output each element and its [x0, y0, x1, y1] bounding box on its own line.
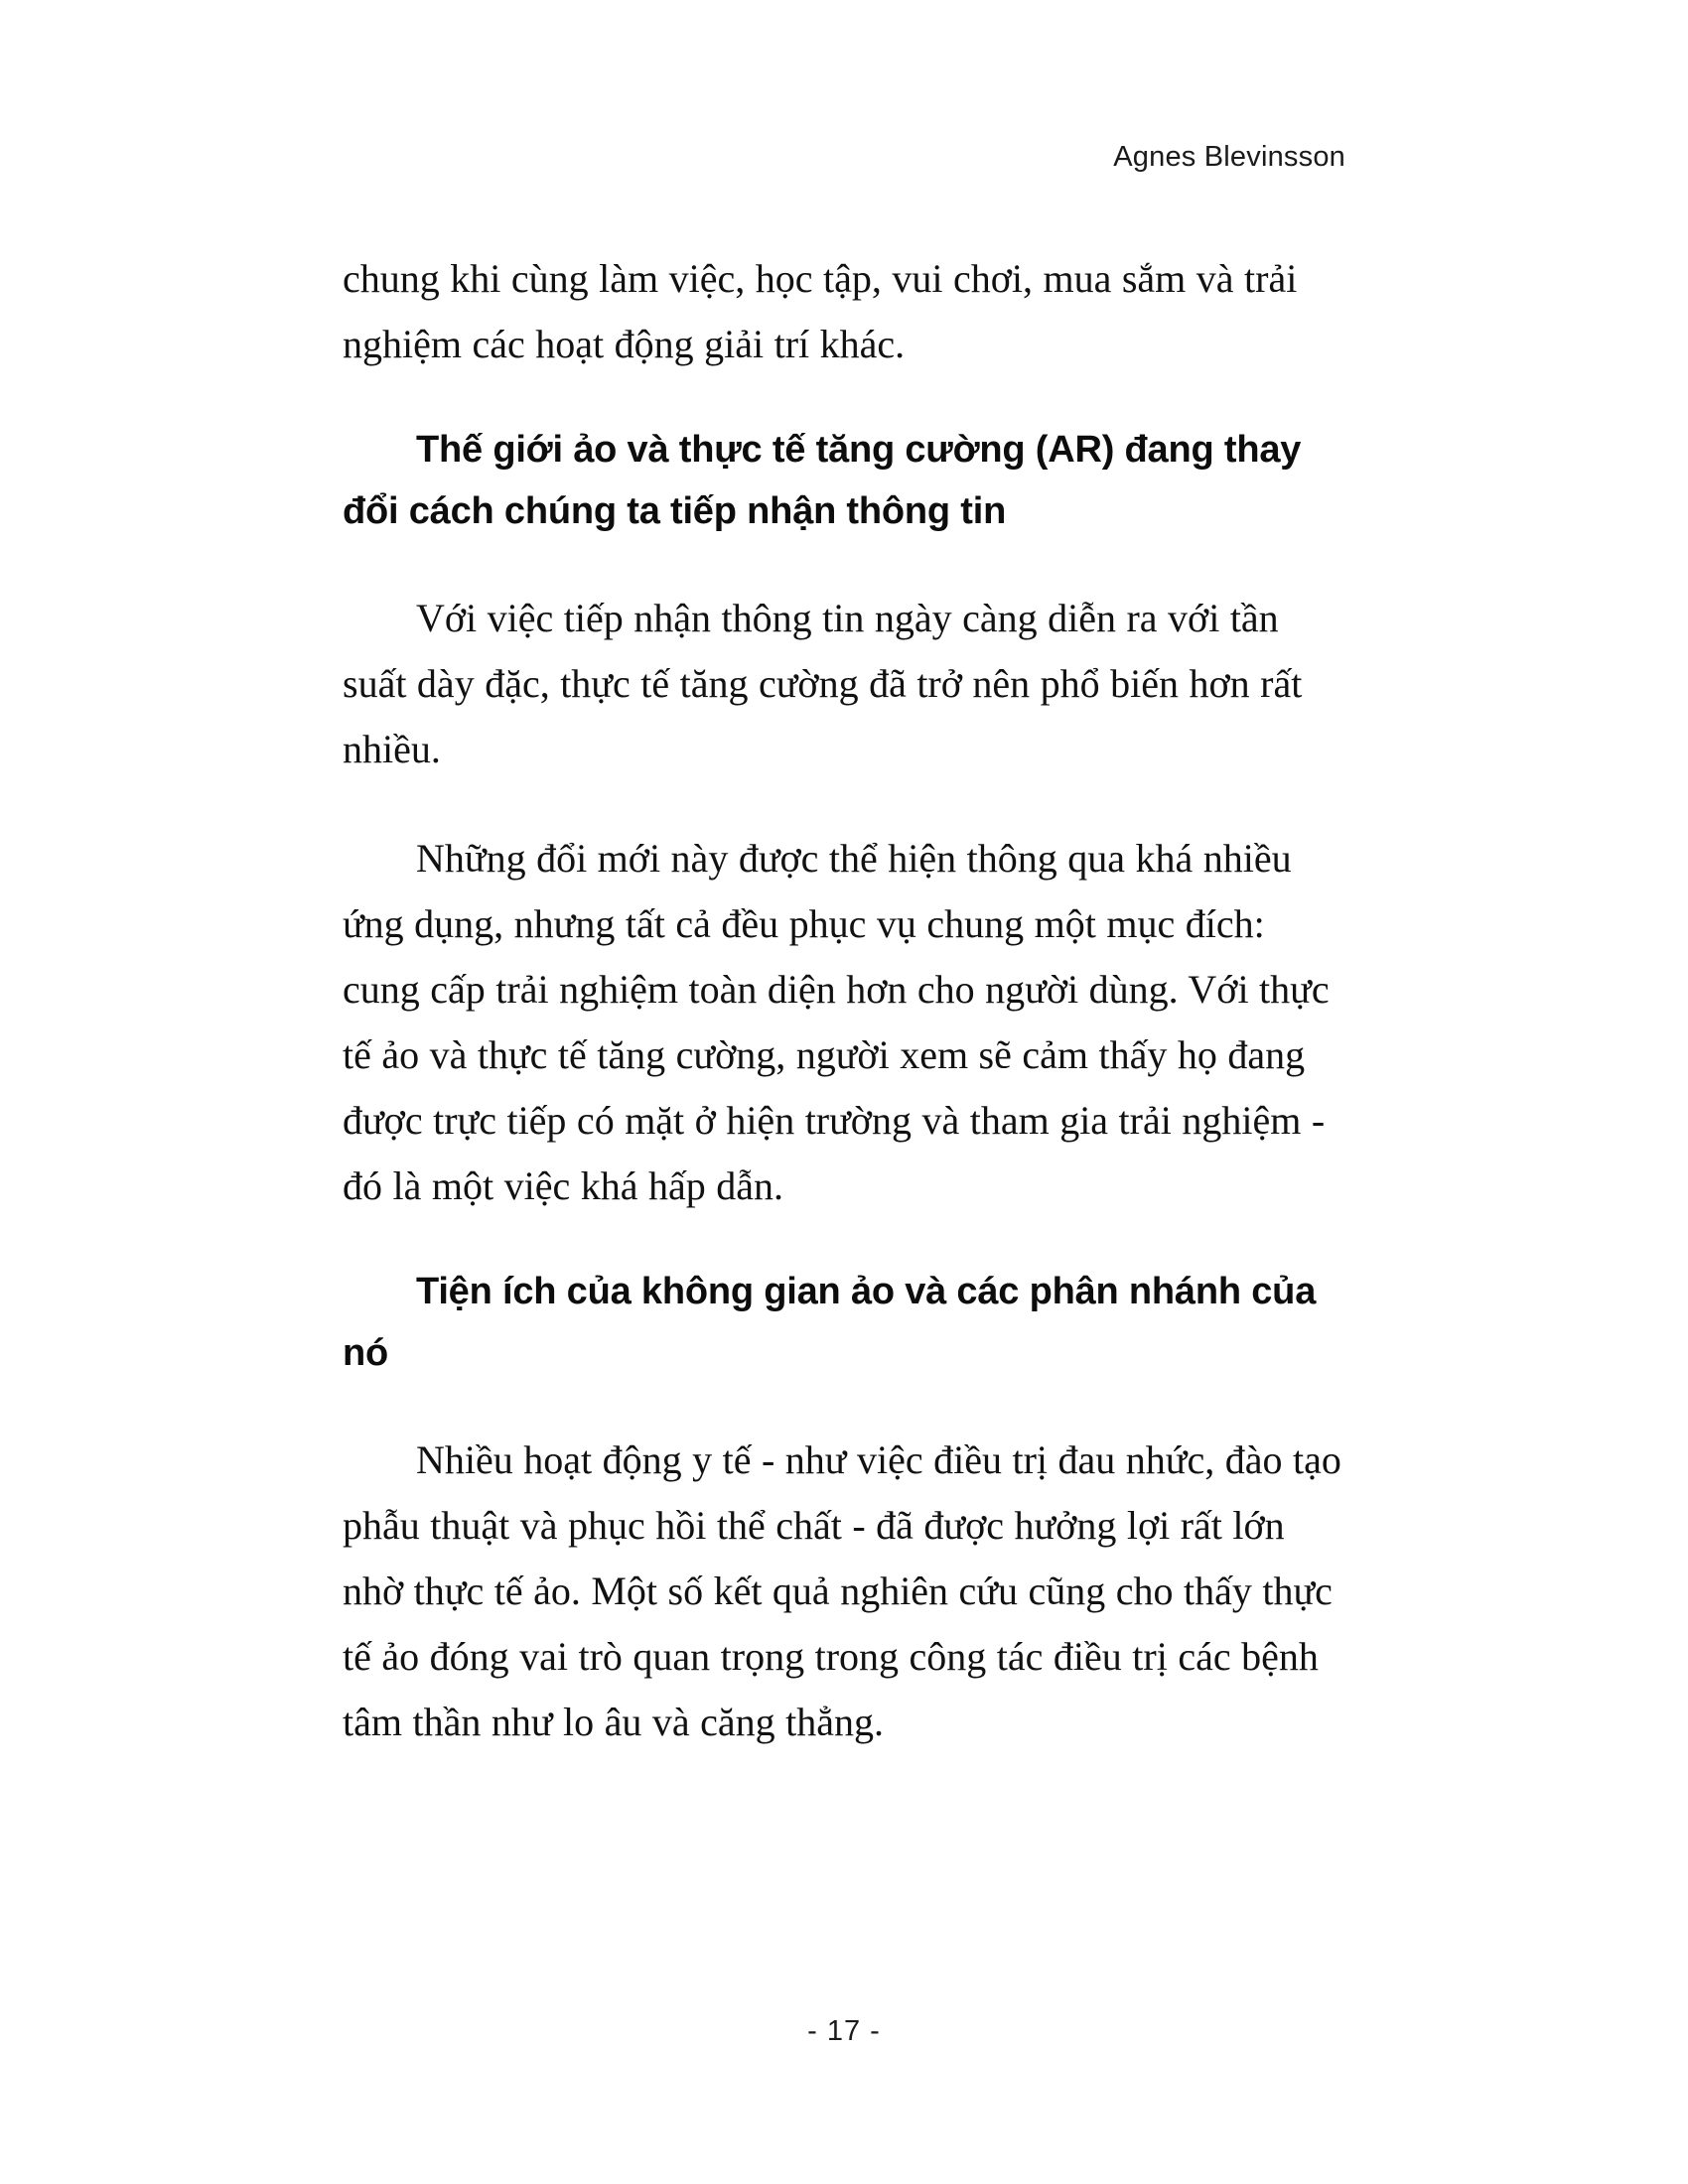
- page-content: [343, 246, 1345, 1755]
- page-number: - 17 -: [807, 2015, 881, 2047]
- subheading-virtual-ar: Thế giới ảo và thực tế tăng cường (AR) đang thay đổi cách chúng ta tiếp nhận thông tin: [343, 429, 1302, 532]
- paragraph-3: Nhiều hoạt động y tế - như việc điều trị đau nhức, đào tạo phẫu thuật và phục hồi thể chất - đã được hưởng lợi rất lớn nhờ thực tế ảo. Một số kết quả nghiên cứu cũng cho thấy thực tế ảo đóng vai trò quan trọng trong công tác điều trị các bệnh tâm thần như lo âu và căng thẳng.: [343, 1437, 1341, 1744]
- running-head-author: Agnes Blevinsson: [1113, 141, 1345, 173]
- subheading-virtual-space-utility: Tiện ích của không gian ảo và các phân nhánh của nó: [343, 1271, 1317, 1374]
- paragraph-continued: chung khi cùng làm việc, học tập, vui chơi, mua sắm và trải nghiệm các hoạt động giải trí khác.: [343, 256, 1298, 366]
- paragraph-1: Với việc tiếp nhận thông tin ngày càng diễn ra với tần suất dày đặc, thực tế tăng cường đã trở nên phổ biến hơn rất nhiều.: [343, 596, 1303, 771]
- paragraph-2: Những đổi mới này được thể hiện thông qua khá nhiều ứng dụng, nhưng tất cả đều phục vụ chung một mục đích: cung cấp trải nghiệm toàn diện hơn cho người dùng. Với thực tế ảo và thực tế tăng cường, người xem sẽ cảm thấy họ đang được trực tiếp có mặt ở hiện trường và tham gia trải nghiệm - đó là một việc khá hấp dẫn.: [343, 836, 1330, 1208]
